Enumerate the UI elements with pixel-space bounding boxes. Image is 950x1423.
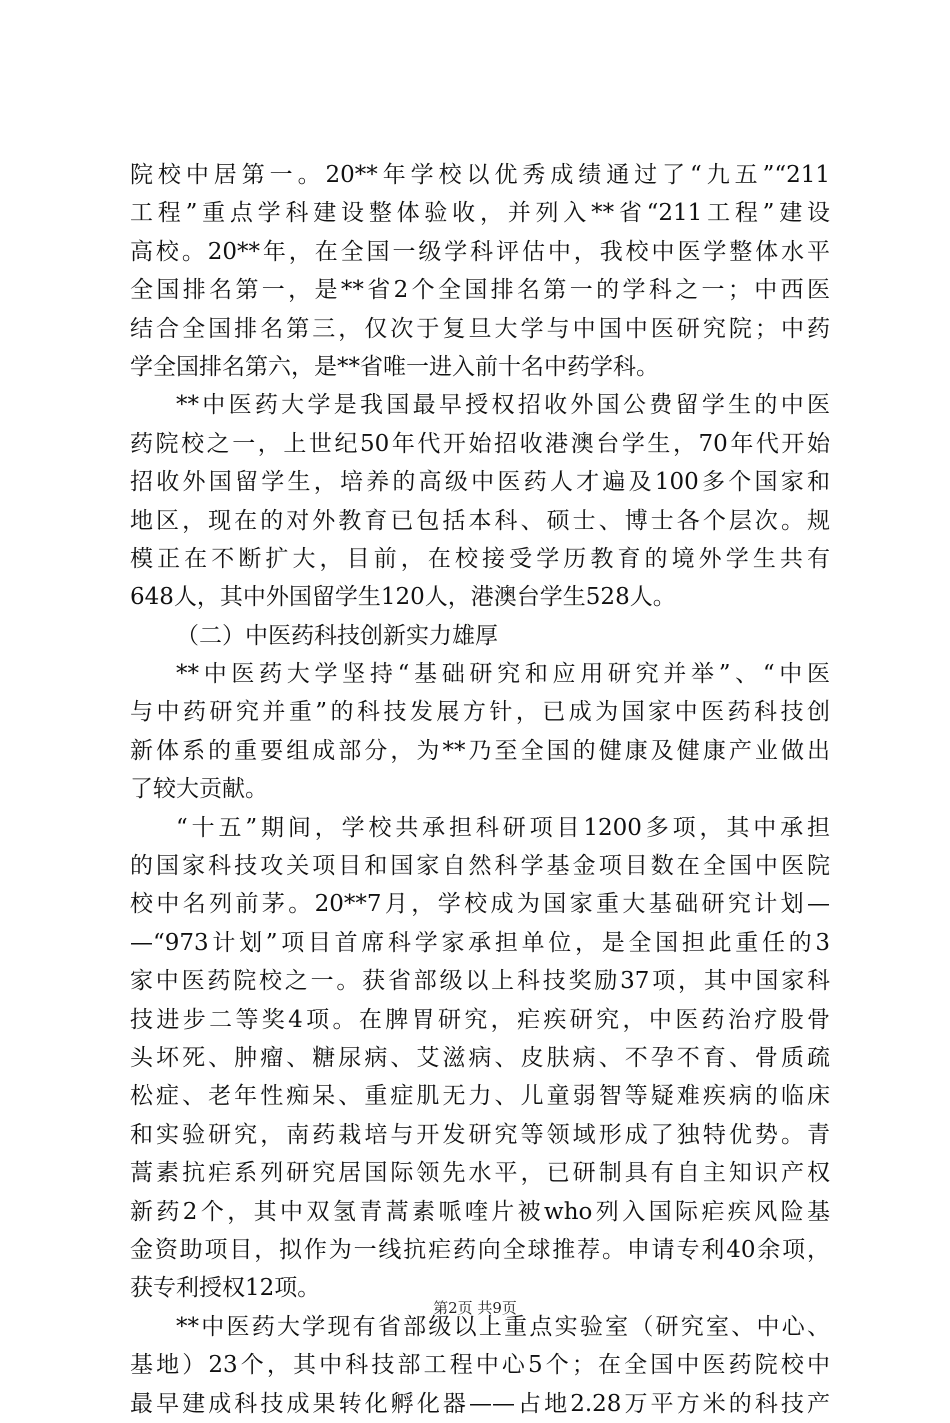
text-line: 全国排名第一，是**省2个全国排名第一的学科之一；中西医 [130,277,830,304]
text-line: 最早建成科技成果转化孵化器——占地2.28万平方米的科技产 [130,1390,830,1417]
text-line: 基地）23个，其中科技部工程中心5个；在全国中医药院校中 [130,1352,830,1379]
text-line: **中医药大学坚持“基础研究和应用研究并举”、“中医 [176,661,830,688]
text-line: **中医药大学是我国最早授权招收外国公费留学生的中医 [176,392,830,419]
text-line: 工程”重点学科建设整体验收，并列入**省“211工程”建设 [130,200,830,227]
text-line: 头坏死、肿瘤、糖尿病、艾滋病、皮肤病、不孕不育、骨质疏 [130,1044,830,1071]
text-line: 学全国排名第六，是**省唯一进入前十名中药学科。 [130,353,659,380]
text-line: 家中医药院校之一。获省部级以上科技奖励37项，其中国家科 [130,968,830,995]
text-line: 648人，其中外国留学生120人，港澳台学生528人。 [130,584,676,611]
text-line: 了较大贡献。 [130,776,268,803]
text-line: 药院校之一，上世纪50年代开始招收港澳台学生，70年代开始 [130,430,830,457]
text-line: 高校。20**年，在全国一级学科评估中，我校中医学整体水平 [130,238,830,265]
document-body [130,156,830,1423]
text-line: 与中药研究并重”的科技发展方针，已成为国家中医药科技创 [130,699,830,726]
text-line: 地区，现在的对外教育已包括本科、硕士、博士各个层次。规 [130,507,830,534]
text-line: 院校中居第一。20**年学校以优秀成绩通过了“九五”“211 [130,162,830,188]
text-line: 新体系的重要组成部分，为**乃至全国的健康及健康产业做出 [130,737,830,764]
text-line: **中医药大学现有省部级以上重点实验室（研究室、中心、 [176,1313,830,1340]
text-line: 的国家科技攻关项目和国家自然科学基金项目数在全国中医院 [130,853,830,880]
text-line: 招收外国留学生，培养的高级中医药人才遍及100多个国家和 [130,469,830,496]
text-line: 结合全国排名第三，仅次于复旦大学与中国中医研究院；中药 [130,315,830,342]
text-line: 校中名列前茅。20**7月，学校成为国家重大基础研究计划— [130,891,830,918]
text-line: 和实验研究，南药栽培与开发研究等领域形成了独特优势。青 [130,1121,830,1148]
text-line: “十五”期间，学校共承担科研项目1200多项，其中承担 [176,814,830,841]
text-line: 松症、老年性痴呆、重症肌无力、儿童弱智等疑难疾病的临床 [130,1083,830,1110]
text-line: 模正在不断扩大，目前，在校接受学历教育的境外学生共有 [130,545,830,572]
text-line: 金资助项目，拟作为一线抗疟药向全球推荐。申请专利40余项， [130,1236,830,1263]
text-line: 技进步二等奖4项。在脾胃研究，疟疾研究，中医药治疗股骨 [130,1006,830,1033]
text-line: 获专利授权12项。 [130,1275,321,1302]
section-heading: （二）中医药科技创新实力雄厚 [176,622,498,649]
text-line: —“973计划”项目首席科学家承担单位，是全国担此重任的3 [130,929,830,956]
text-line: 新药2个，其中双氢青蒿素哌喹片被who列入国际疟疾风险基 [130,1198,830,1225]
text-line: 蒿素抗疟系列研究居国际领先水平，已研制具有自主知识产权 [130,1160,830,1187]
page-number-footer: 第2页 共9页 [433,1299,517,1317]
